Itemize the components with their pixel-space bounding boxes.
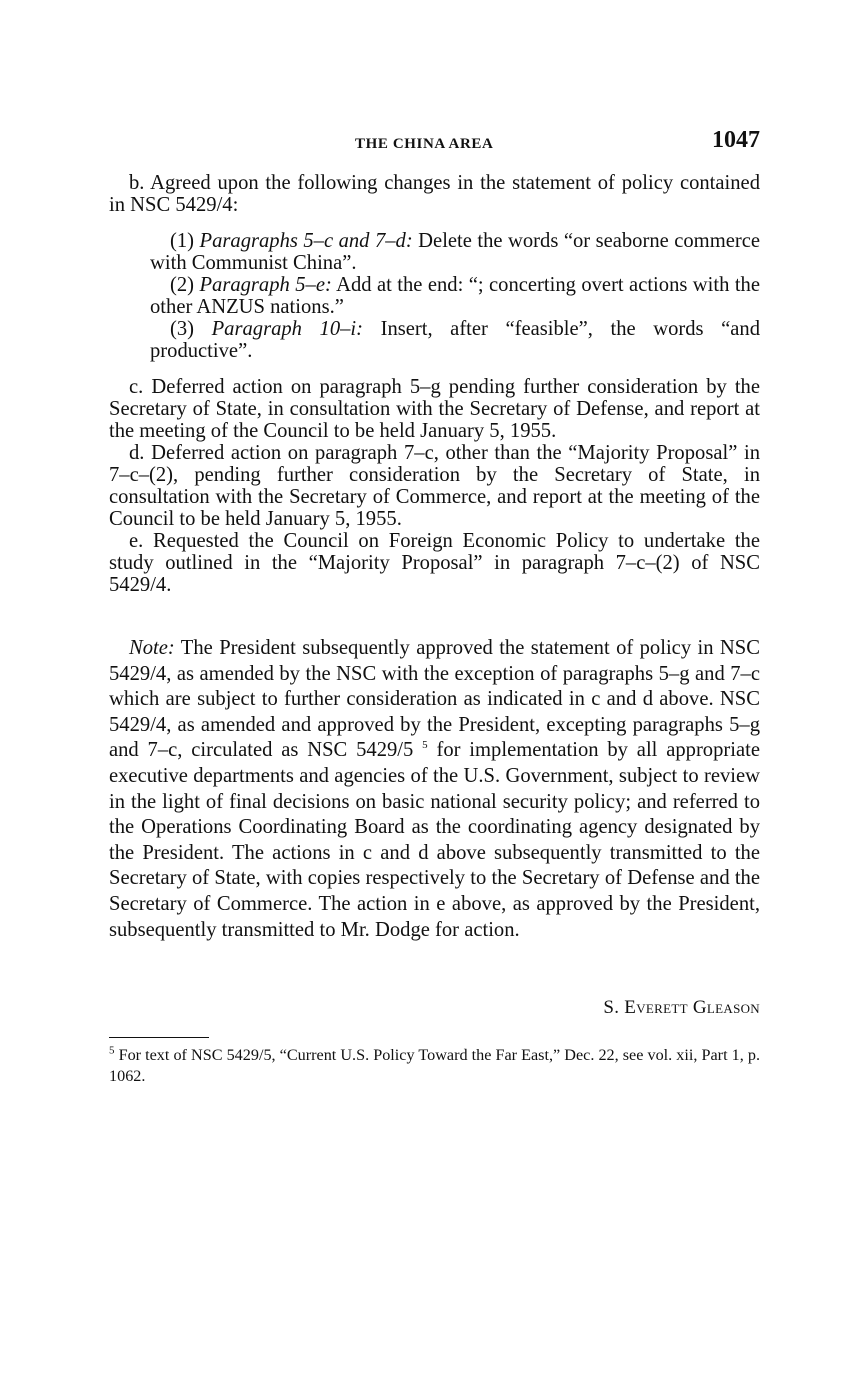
item-text: Add at the end: “; concerting overt actions with the other ANZUS nations.” (150, 274, 760, 318)
signature: S. Everett Gleason (603, 997, 760, 1018)
page-number: 1047 (712, 127, 760, 153)
item-reference: Paragraph 10–i: (211, 318, 364, 340)
running-head (0, 127, 868, 160)
footnote-reference[interactable]: 5 (422, 739, 428, 752)
footnote-text: For text of NSC 5429/5, “Current U.S. Policy Toward the Far East,” Dec. 22, see vol. xii, Part 1, p. 1062. (109, 1046, 760, 1085)
list-item (150, 318, 760, 362)
decisions-section (109, 172, 760, 596)
list-item (150, 274, 760, 318)
note-text-part-2: for implementation by all appropriate executive departments and agencies of the U.S. Government, subject to review in the light of final decisions on basic national security policy; and referred to the Operations Coordinating Board as the coordinating agency designated by the President. The actions in c and d above subsequently transmitted to the Secretary of State, with copies respectively to the Secretary of Defense and the Secretary of Commerce. The action in e above, as approved by the President, subsequently transmitted to Mr. Dodge for action. (109, 739, 760, 941)
footnote-mark: 5 (109, 1044, 115, 1057)
item-text: Insert, after “feasible”, the words “and productive”. (150, 318, 760, 362)
paragraph-e: e. Requested the Council on Foreign Economic Policy to undertake the study outlined in the “Majority Proposal” in paragraph 7–c–(2) of NSC 5429/4. (109, 530, 760, 596)
footnote-divider (109, 1037, 209, 1038)
note-text-part-1: The President subsequently approved the statement of policy in NSC 5429/4, as amended by the NSC with the exception of paragraphs 5–g and 7–c which are subject to further consideration as indicated in c and d above. NSC 5429/4, as amended and approved by the President, excepting paragraphs 5–g and 7–c, circulated as NSC 5429/5 (109, 637, 760, 762)
policy-changes-list (151, 230, 760, 362)
item-text: Delete the words “or seaborne commerce with Communist China”. (150, 230, 761, 274)
list-item (150, 230, 760, 274)
paragraph-c: c. Deferred action on paragraph 5–g pending further consideration by the Secretary of State, in consultation with the Secretary of Defense, and report at the meeting of the Council to be held January 5, 1955. (109, 376, 760, 442)
note-paragraph (109, 636, 760, 943)
item-number: (3) (170, 318, 212, 340)
note-label: Note: (129, 637, 175, 659)
item-number: (1) (170, 230, 200, 252)
item-reference: Paragraphs 5–c and 7–d: (199, 230, 413, 252)
item-number: (2) (170, 274, 200, 296)
running-title: THE CHINA AREA (355, 136, 494, 152)
paragraph-d: d. Deferred action on paragraph 7–c, other than the “Majority Proposal” in 7–c–(2), pending further consideration by the Secretary of State, in consultation with the Secretary of Commerce, and report at the meeting of the Council to be held January 5, 1955. (109, 442, 760, 530)
footnote (109, 1045, 760, 1087)
paragraph-b: b. Agreed upon the following changes in the statement of policy contained in NSC 5429/4: (109, 172, 760, 216)
item-reference: Paragraph 5–e: (199, 274, 332, 296)
